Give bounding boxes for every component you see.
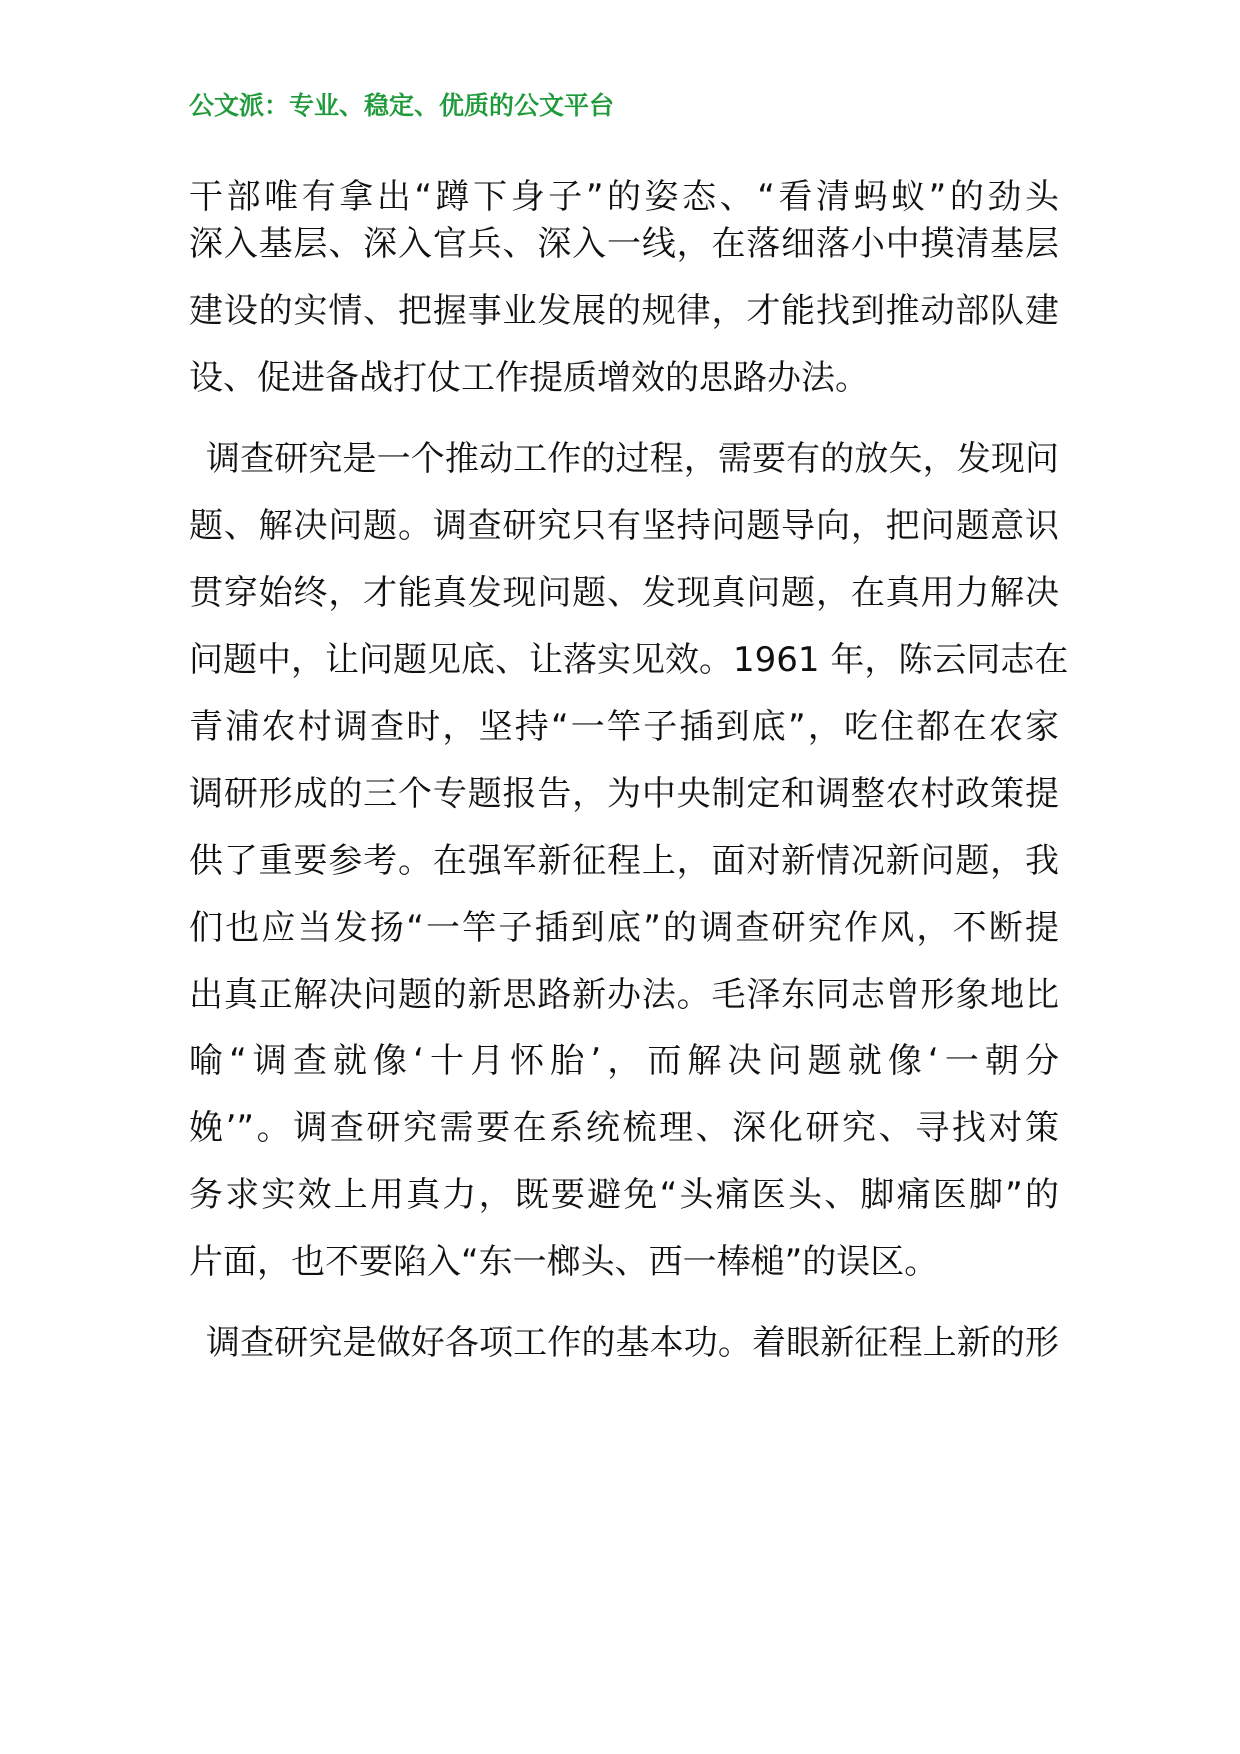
text-line: 喻“调查就像‘十月怀胎’，而解决问题就像‘一朝分: [189, 1041, 1059, 1081]
text-line: 娩’”。调查研究需要在系统梳理、深化研究、寻找对策: [189, 1108, 1059, 1148]
text-line: 干部唯有拿出“蹲下身子”的姿态、“看清蚂蚁”的劲头: [189, 177, 1059, 217]
text-line: 调查研究是做好各项工作的基本功。着眼新征程上新的形: [206, 1323, 1059, 1363]
text-line: 供了重要参考。在强军新征程上，面对新情况新问题，我: [189, 841, 1059, 881]
text-line: 青浦农村调查时，坚持“一竿子插到底”，吃住都在农家: [189, 707, 1059, 747]
text-line: 务求实效上用真力，既要避免“头痛医头、脚痛医脚”的: [189, 1175, 1059, 1215]
text-line: 问题中，让问题见底、让落实见效。1961 年，陈云同志在: [189, 640, 1069, 680]
text-line: 们也应当发扬“一竿子插到底”的调查研究作风，不断提: [189, 908, 1059, 948]
text-line: 深入基层、深入官兵、深入一线，在落细落小中摸清基层: [189, 224, 1059, 264]
text-line: 设、促进备战打仗工作提质增效的思路办法。: [189, 358, 869, 398]
text-line: 出真正解决问题的新思路新办法。毛泽东同志曾形象地比: [189, 975, 1059, 1015]
text-line: 调研形成的三个专题报告，为中央制定和调整农村政策提: [189, 774, 1059, 814]
text-line: 调查研究是一个推动工作的过程，需要有的放矢，发现问: [206, 439, 1059, 479]
text-line: 片面，也不要陷入“东一榔头、西一棒槌”的误区。: [189, 1242, 939, 1282]
text-line: 建设的实情、把握事业发展的规律，才能找到推动部队建: [189, 291, 1059, 331]
site-header: 公文派：专业、稳定、优质的公文平台: [189, 91, 615, 120]
text-line: 题、解决问题。调查研究只有坚持问题导向，把问题意识: [189, 506, 1059, 546]
text-line: 贯穿始终，才能真发现问题、发现真问题，在真用力解决: [189, 573, 1059, 613]
